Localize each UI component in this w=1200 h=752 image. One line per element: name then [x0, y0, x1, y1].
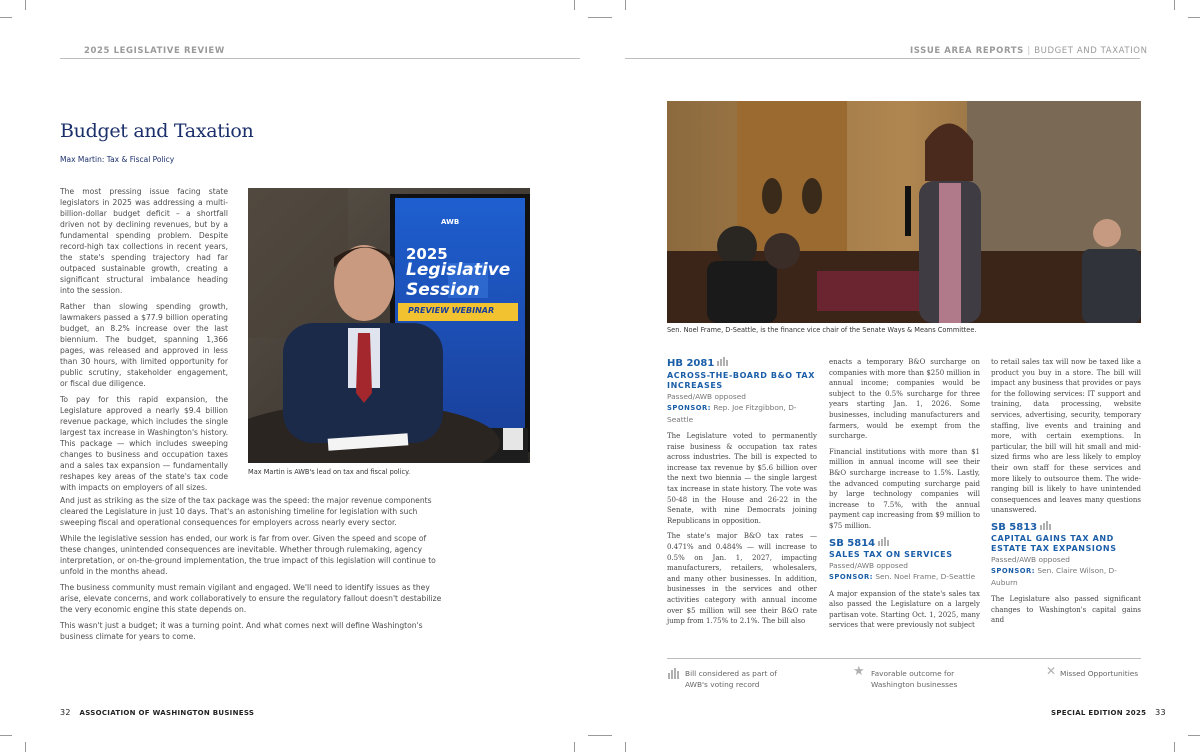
paragraph: To pay for this rapid expansion, the Legislature approved a nearly $9.4 billion revenue package, which includes the single largest tax increase in Washington's history. This package — which includes sweeping changes to business and occupation taxes and a sales tax expansion — fundamentally reshapes key areas of the state's tax code with impacts on employers of all sizes. [60, 395, 228, 492]
screen-title-1: Legislative [406, 260, 511, 280]
bar-chart-icon [878, 537, 890, 549]
running-header-left: 2025 LEGISLATIVE REVIEW [84, 46, 225, 56]
legend-text: Bill considered as part of [685, 669, 777, 678]
photo-caption: Max Martin is AWB's lead on tax and fiscal policy. [248, 468, 411, 476]
star-icon: ★ [853, 664, 865, 679]
bar-chart-icon [668, 668, 680, 682]
bill-column-1 [667, 357, 817, 632]
article-column-narrow [60, 186, 228, 498]
bill-body-continued [829, 357, 980, 532]
photo-illustration [248, 188, 530, 463]
crop-mark [625, 742, 626, 752]
photo-max-martin [248, 188, 530, 463]
bill-status: Passed/AWB opposed [829, 560, 908, 570]
crop-mark [0, 735, 12, 736]
crop-mark [1174, 0, 1175, 10]
legend-text: Washington businesses [871, 680, 958, 689]
paragraph: A major expansion of the state's sales tax also passed the Legislature on a largely partisan vote. Starting Oct. 1, 2025, many services that were previously not subject [829, 589, 980, 630]
header-rule-left [60, 58, 580, 59]
legend-text: AWB's voting record [685, 680, 760, 689]
bill-body [991, 594, 1141, 626]
bill-number: SB 5813 [991, 521, 1141, 533]
paragraph: This wasn't just a budget; it was a turning point. And what comes next will define Washington's business climate for years to come. [60, 621, 423, 641]
running-header-right: ISSUE AREA REPORTS | BUDGET AND TAXATION [910, 46, 1148, 56]
paragraph: And just as striking as the size of the tax package was the speed: the major revenue components cleared the Legislature in just 10 days. That's an astonishing timeline for legislation with such sweeping fiscal and operational consequences for employers across nearly every sector. [60, 496, 432, 527]
screen-title-2: Session [406, 280, 480, 300]
crop-mark [1188, 735, 1200, 736]
crop-mark [1188, 17, 1200, 18]
paragraph: While the legislative session has ended, our work is far from over. Given the speed and scope of these changes, unintended consequences are inevitable. Whether through rulemaking, agency interpretation, or on-the-ground implementation, the true impact of this legislation will continue to unfold in the months ahead. [60, 534, 436, 576]
photo-illustration [667, 101, 1141, 323]
crop-mark [25, 0, 26, 10]
article-column-wide [60, 495, 442, 647]
crop-mark [1174, 742, 1175, 752]
bill-title: SALES TAX ON SERVICES [829, 549, 953, 559]
footer-right [1051, 708, 1166, 717]
paragraph: The Legislature voted to permanently raise business & occupation tax rates across industries. The bill is expected to increase tax revenue by $5.6 billion over the next two biennia — the single largest tax increase in state history. The vote was 50-48 in the House and 26-22 in the Senate, with nine Democrats joining Republicans in opposition. [667, 432, 817, 525]
crop-mark [0, 17, 12, 18]
paragraph: Financial institutions with more than $1 million in annual income will see their B&O surcharge increase to 1.5%. Lastly, the advanced computing surcharge paid by large technology companies will increase to 7.5%, with the annual payment cap increasing from $9 million to $75 million. [829, 447, 980, 530]
paragraph: enacts a temporary B&O surcharge on companies with more than $250 million in annual income; companies would be subject to the 0.5% surcharge for three years starting Jan. 1, 2026. Some businesses, including manufacturers and farmers, would be exempt from the surcharge. [829, 358, 980, 441]
crop-mark [588, 735, 612, 736]
photo-noel-frame [667, 101, 1141, 323]
header-rule-right [625, 58, 1140, 59]
x-icon: ✕ [1046, 664, 1057, 678]
legend-voting-record [668, 668, 777, 690]
legend-favorable [853, 664, 958, 690]
header-section: ISSUE AREA REPORTS [910, 46, 1024, 56]
bill-number: HB 2081 [667, 357, 817, 369]
screen-year: 2025 [406, 245, 448, 263]
page-title: Budget and Taxation [60, 120, 254, 142]
paragraph: The Legislature also passed significant changes to Washington's capital gains and [991, 594, 1141, 625]
page-number: 32 [60, 708, 71, 717]
bill-status: Passed/AWB opposed [667, 392, 746, 401]
paragraph: The most pressing issue facing state legislators in 2025 was addressing a multi-billion-dollar budget deficit – a shortfall driven not by declining revenues, but by a fundamental spending problem. Despite record-high tax collections in recent years, the state's spending trajectory had far outpaced sustainable growth, creating a significant structural imbalance heading into the session. [60, 187, 228, 295]
bill-title: ACROSS-THE-BOARD B&O TAX INCREASES [667, 371, 815, 390]
bar-chart-icon [717, 357, 729, 369]
photo-caption: Sen. Noel Frame, D-Seattle, is the finance vice chair of the Senate Ways & Means Committee. [667, 326, 977, 334]
paragraph: The business community must remain vigilant and engaged. We'll need to identify issues as they arise, elevate concerns, and work collaboratively to ensure the regulatory fallout doesn't destabilize the very economic engine this state depends on. [60, 583, 442, 614]
footer-edition: SPECIAL EDITION 2025 [1051, 709, 1147, 717]
bill-number: SB 5814 [829, 537, 980, 549]
paragraph: The state's major B&O tax rates — 0.471% and 0.484% — will increase to 0.5% on Jan. 1, 2027, impacting manufacturers, retailers, wholesalers, and many other businesses. In addition, businesses in the services and other activities category with annual income over $5 million will see their B&O rate jump from 1.75% to 2.1%. The bill also [667, 532, 817, 626]
crop-mark [574, 0, 575, 10]
page-number: 33 [1155, 708, 1166, 717]
bill-column-2 [829, 357, 980, 636]
bill-title: CAPITAL GAINS TAX AND ESTATE TAX EXPANSIONS [991, 533, 1117, 553]
author-line: Max Martin: Tax & Fiscal Policy [60, 155, 175, 164]
legend-rule [667, 658, 1141, 659]
bar-chart-icon [1040, 521, 1052, 533]
bill-sponsor: SPONSOR: Rep. Joe Fitzgibbon, D-Seattle [667, 403, 797, 424]
bill-column-3 [991, 357, 1141, 631]
crop-mark [25, 742, 26, 752]
paragraph: Rather than slowing spending growth, lawmakers passed a $77.9 billion operating budget, an 8.2% increase over the last biennium. The budget, spanning 1,366 pages, was released and approved in less than 30 hours, with limited opportunity for public scrutiny, stakeholder engagement, or fiscal due diligence. [60, 302, 228, 388]
crop-mark [574, 742, 575, 752]
legend-missed [1046, 664, 1139, 679]
bill-sponsor: SPONSOR: Sen. Noel Frame, D-Seattle [829, 571, 976, 581]
crop-mark [588, 17, 612, 18]
header-topic: BUDGET AND TAXATION [1034, 46, 1148, 56]
bill-body [667, 431, 817, 627]
bill-status: Passed/AWB opposed [991, 554, 1070, 564]
bill-body [829, 589, 980, 631]
bill-body-continued [991, 357, 1141, 516]
legend-text: Missed Opportunities [1060, 669, 1139, 678]
legend-text: Favorable outcome for [871, 669, 955, 678]
screen-brand: AWB [441, 218, 460, 226]
screen-banner: PREVIEW WEBINAR [408, 306, 495, 315]
paragraph: to retail sales tax will now be taxed like a product you buy in a store. The bill will impact any business that provides or pays for the following services: IT support and training, data processing, website services, advertising, security, temporary staffing, live events and training and more, with certain exemptions. In particular, the bill will hit small and mid-sized firms who are less likely to employ their own staff for these services and more likely to outsource them. The wide-ranging bill is likely to have unintended consequences and leaves many questions unanswered. [991, 358, 1141, 515]
crop-mark [625, 0, 626, 10]
footer-left [60, 708, 254, 717]
footer-publisher: ASSOCIATION OF WASHINGTON BUSINESS [79, 709, 255, 717]
bill-sponsor: SPONSOR: Sen. Claire Wilson, D-Auburn [991, 565, 1117, 587]
